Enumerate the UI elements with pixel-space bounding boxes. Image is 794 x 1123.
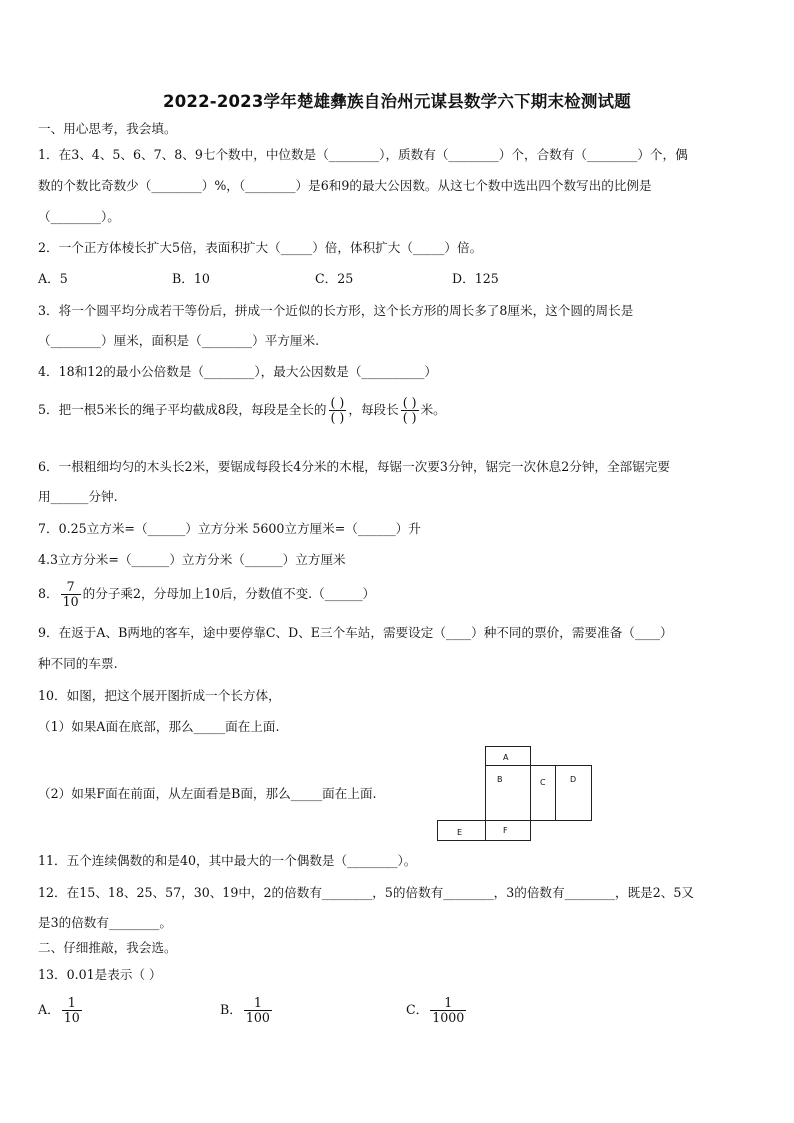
q13-option-a-fraction (62, 996, 82, 1025)
q5-fraction-2-num: ( ) (402, 395, 417, 410)
q2-line1: 2．一个正方体棱长扩大5倍，表面积扩大（_____）倍，体积扩大（_____）倍。 (38, 240, 483, 255)
q13-option-c (406, 996, 468, 1025)
net-face-d (555, 765, 592, 821)
q5-fraction-1 (329, 396, 347, 425)
q5-middle: ，每段长 (348, 402, 399, 417)
q13-option-a-num: 1 (62, 996, 82, 1011)
q3-line1: 3．将一个圆平均分成若干等份后，拼成一个近似的长方形，这个长方形的周长多了8厘米，这个圆的周长是 (38, 303, 634, 318)
net-face-e-label: E (457, 828, 463, 837)
net-face-d-label: D (570, 775, 577, 784)
q5-line (38, 396, 446, 425)
q13-option-c-label: C． (406, 1002, 429, 1017)
q11-line: 11．五个连续偶数的和是40，其中最大的一个偶数是（________）。 (38, 853, 417, 868)
net-face-b-label: B (497, 775, 503, 784)
q13-option-b-den: 100 (245, 1010, 270, 1025)
section-heading-2: 二、仔细推敲，我会选。 (38, 940, 177, 955)
q13-option-b-label: B． (220, 1002, 242, 1017)
net-face-c-label: C (540, 778, 546, 787)
q8-fraction (61, 580, 81, 609)
q13-option-a-den: 10 (63, 1010, 80, 1025)
q13-option-a (38, 996, 84, 1025)
q13-option-b-num: 1 (244, 996, 272, 1011)
q7-line1: 7．0.25立方米=（______）立方分米 5600立方厘米=（______）升 (38, 521, 421, 536)
net-face-a (485, 746, 531, 766)
q6-line2: 用______分钟. (38, 489, 118, 504)
q2-option-c: C．25 (315, 271, 354, 286)
section-heading-1: 一、用心思考，我会填。 (38, 121, 177, 136)
net-face-e (437, 820, 486, 841)
net-face-f (485, 820, 531, 841)
net-face-b (485, 765, 531, 821)
q13-option-c-num: 1 (430, 996, 466, 1011)
q13-option-a-label: A． (38, 1002, 60, 1017)
q1-line3: （________）。 (38, 209, 120, 224)
q6-line1: 6．一根粗细均匀的木头长2米，要锯成每段长4分米的木棍，每锯一次要3分钟，锯完一次休息2分钟，全部锯完要 (38, 459, 670, 474)
q10-line3: （2）如果F面在前面，从左面看是B面，那么_____面在上面. (38, 786, 377, 801)
q8-fraction-num: 7 (61, 580, 81, 595)
q2-option-a: A．5 (38, 271, 68, 286)
q8-fraction-den: 10 (62, 594, 79, 609)
q13-line1: 13．0.01是表示（ ） (38, 967, 162, 982)
net-face-f-label: F (503, 826, 508, 835)
q8-prefix: 8． (38, 586, 59, 601)
q1-line2: 数的个数比奇数少（________）%，（________）是6和9的最大公因数。从这七个数中选出四个数写出的比例是 (38, 178, 652, 193)
q10-line2: （1）如果A面在底部，那么_____面在上面. (38, 719, 280, 734)
q13-option-c-den: 1000 (432, 1010, 465, 1025)
q5-prefix: 5．把一根5米长的绳子平均截成8段，每段是全长的 (38, 402, 327, 417)
q12-line1: 12．在15、18、25、57，30、19中，2的倍数有________，5的倍数有________，3的倍数有________，既是2、5又 (38, 885, 694, 900)
q12-line2: 是3的倍数有________。 (38, 915, 172, 930)
q10-line1: 10．如图，把这个展开图折成一个长方体， (38, 688, 281, 703)
cuboid-net-diagram (437, 746, 592, 842)
q13-option-b-fraction (244, 996, 272, 1025)
q5-fraction-1-num: ( ) (330, 395, 345, 410)
q13-option-b (220, 996, 274, 1025)
q9-line2: 种不同的车票. (38, 656, 118, 671)
q8-line (38, 580, 375, 609)
q2-option-b: B．10 (172, 271, 210, 286)
q8-suffix: 的分子乘2，分母加上10后，分数值不变.（______） (82, 586, 376, 601)
q5-fraction-2 (401, 396, 419, 425)
net-face-c (530, 765, 556, 821)
q5-fraction-2-den: ( ) (402, 410, 417, 425)
q2-option-d: D．125 (452, 271, 499, 286)
net-face-a-label: A (503, 753, 509, 762)
q3-line2: （________）厘米，面积是（________）平方厘米. (38, 333, 320, 348)
q9-line1: 9．在返于A、B两地的客车，途中要停靠C、D、E三个车站，需要设定（____）种不同的票价，需要准备（____） (38, 625, 673, 640)
q5-fraction-1-den: ( ) (330, 410, 345, 425)
q5-suffix: 米。 (420, 402, 446, 417)
q4-line: 4．18和12的最小公倍数是（________），最大公因数是（__________） (38, 364, 437, 379)
q1-line1: 1．在3、4、5、6、7、8、9七个数中，中位数是（________），质数有（________）个，合数有（________）个，偶 (38, 147, 688, 162)
page-title: 2022-2023学年楚雄彝族自治州元谋县数学六下期末检测试题 (163, 92, 631, 111)
q7-line2: 4.3立方分米=（______）立方分米（______）立方厘米 (38, 552, 346, 567)
q13-option-c-fraction (430, 996, 466, 1025)
